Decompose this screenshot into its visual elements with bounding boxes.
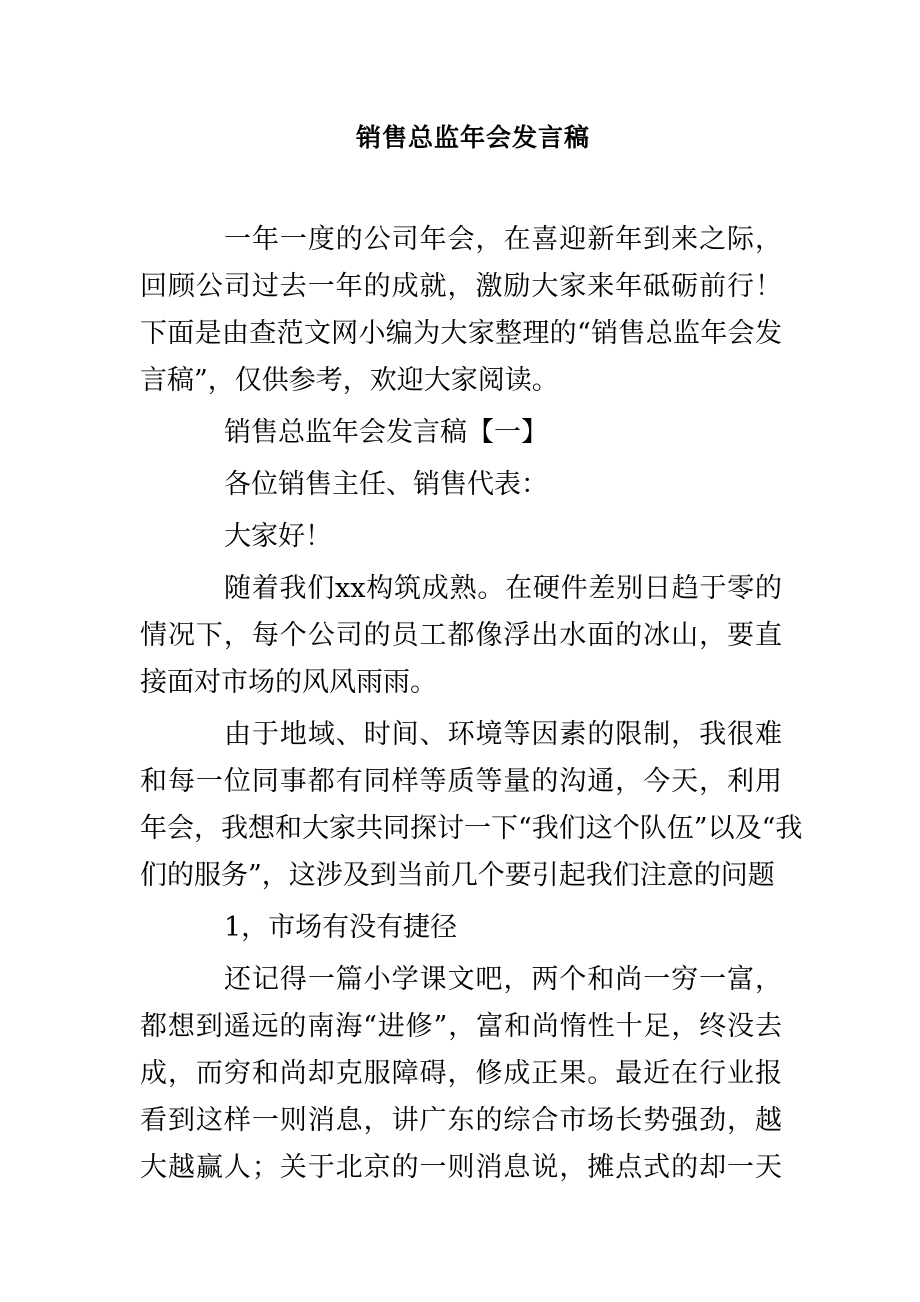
- paragraph: [140, 461, 782, 508]
- text-line: 成，而穷和尚却克服障碍，修成正果。最近在行业报: [140, 1058, 782, 1089]
- text-line: 们的服务”，这涉及到当前几个要引起我们注意的问题: [140, 860, 775, 891]
- text-line: 随着我们xx构筑成熟。在硬件差别日趋于零的: [224, 573, 782, 604]
- text-line: 由于地域、时间、环境等因素的限制，我很难: [224, 719, 782, 750]
- text-line: 回顾公司过去一年的成就，激励大家来年砥砺前行！: [140, 271, 782, 302]
- text-line: 大家好！: [224, 521, 332, 552]
- paragraph: [140, 711, 803, 899]
- text-line: 接面对市场的风风雨雨。: [140, 667, 437, 698]
- text-line: 都想到遥远的南海“进修”，富和尚惰性十足，终没去: [140, 1011, 782, 1042]
- text-line: 情况下，每个公司的员工都像浮出水面的冰山，要直: [140, 620, 782, 651]
- document-body: [140, 211, 803, 1191]
- text-line: 各位销售主任、销售代表：: [224, 469, 548, 500]
- text-line: 一年一度的公司年会，在喜迎新年到来之际，: [224, 224, 782, 255]
- text-line: 销售总监年会发言稿【一】: [224, 417, 548, 448]
- text-line: 大越赢人；关于北京的一则消息说，摊点式的却一天: [140, 1152, 782, 1183]
- text-line: 下面是由查范文网小编为大家整理的“销售总监年会发: [140, 318, 782, 349]
- text-line: 还记得一篇小学课文吧，两个和尚一穷一富，: [224, 964, 782, 995]
- text-line: 和每一位同事都有同样等质等量的沟通，今天，利用: [140, 766, 782, 797]
- document-title: 销售总监年会发言稿: [355, 123, 590, 152]
- text-line: 看到这样一则消息，讲广东的综合市场长势强劲，越: [140, 1105, 782, 1136]
- paragraph: [140, 513, 782, 560]
- text-line: 言稿”，仅供参考，欢迎大家阅读。: [140, 365, 559, 396]
- text-line: 1，市场有没有捷径: [224, 912, 458, 943]
- paragraph: [140, 956, 782, 1191]
- text-line: 年会，我想和大家共同探讨一下“我们这个队伍”以及“我: [140, 813, 803, 844]
- paragraph: [140, 409, 782, 456]
- paragraph: [140, 565, 782, 706]
- paragraph: [140, 216, 782, 404]
- paragraph: [140, 904, 782, 951]
